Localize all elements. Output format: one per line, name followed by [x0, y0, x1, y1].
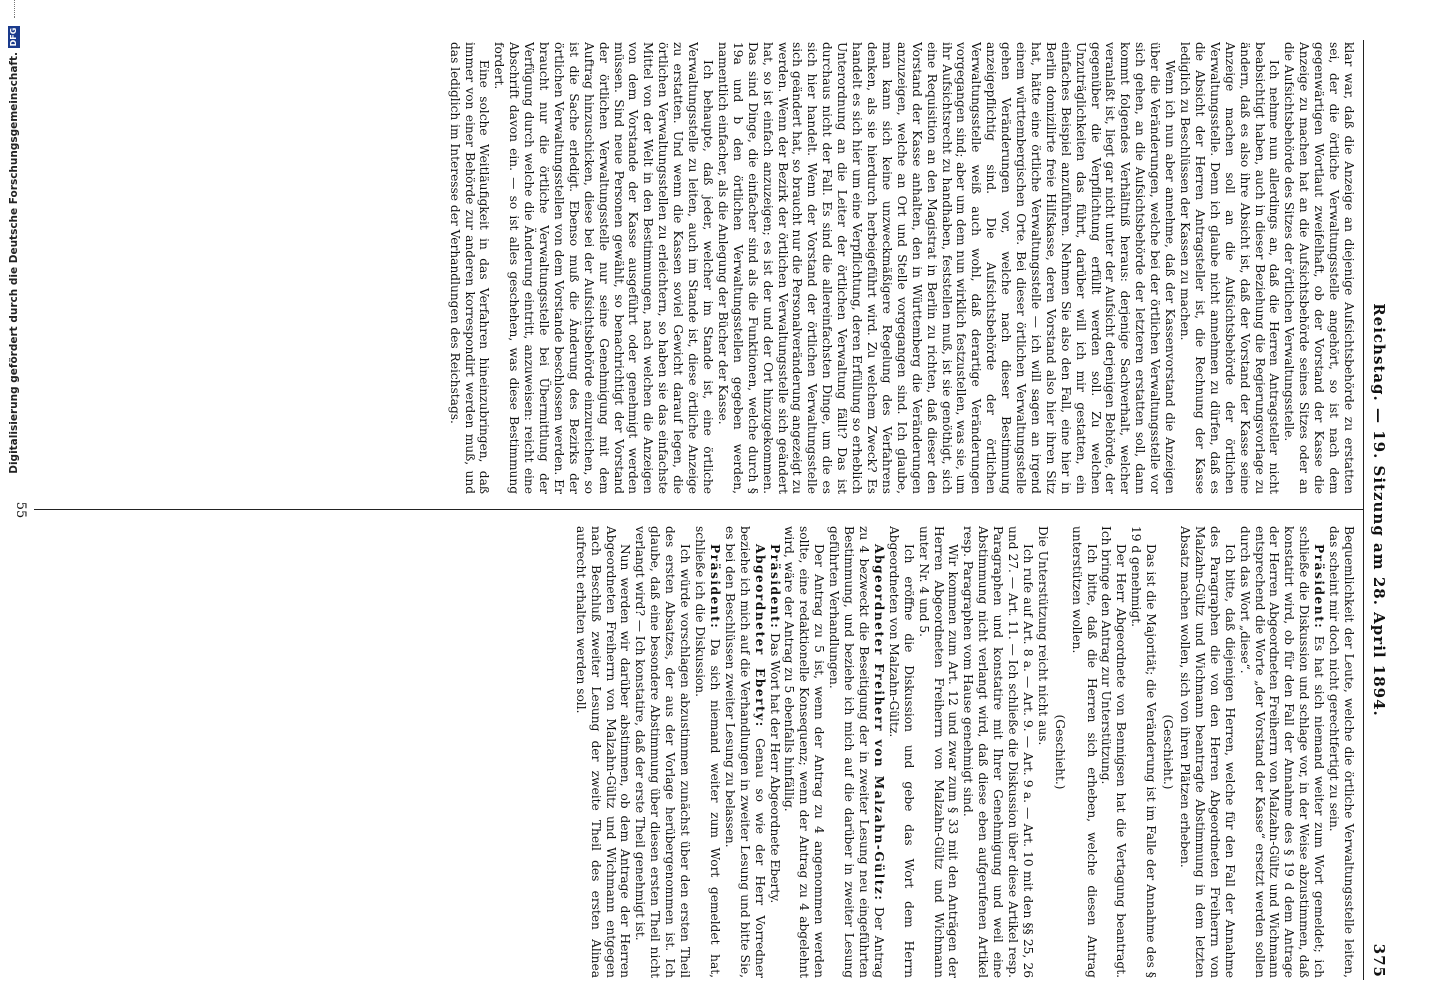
- right-stage-direction: (Geschieht.): [1052, 714, 1067, 790]
- right-paragraph: Ich bitte, daß diejenigen Herren, welche für den Fall der Annahme des Paragraphen die von den Herren Abgeordneten Freiherrn von Malzahn-Gültz und Wichmann beantragte Abstimmung in dem letzten Absatz machen wollen, sich von ihren Plätzen erheben.: [1178, 526, 1237, 978]
- scan-edge-marks: [14, 0, 15, 18]
- speech-text: Es hat sich niemand weiter zum Wort gemeldet; ich schließe die Diskussion und schlage vor, in der Weise abzustimmen, daß konstatirt wird, ob für den Fall der Annahme des § 19 d dem Antrage der Herren Abgeordneten Freiherrn von Malzahn-Gültz und Wichmann entsprechend die Worte „der Vorstand der Kasse“ ersetzt werden sollen durch das Wort „diese“.: [1237, 526, 1327, 978]
- credit-text: Digitalisierung gefördert durch die Deutsche Forschungsgemeinschaft.: [8, 52, 20, 474]
- right-column: [36, 526, 1356, 978]
- speaker-name: Präsident:: [767, 544, 782, 630]
- right-paragraph: Das ist die Majorität; die Veränderung ist im Falle der Annahme des § 19 d genehmigt.: [1129, 526, 1159, 978]
- speech-text: Der Antrag zu 4 bezweckt die Beseitigung der in zweiter Lesung neu eingeführten Bestimmung, und beziehe ich mich auf die darüber in zweiter Lesung geführten Verhandlungen.: [827, 526, 886, 978]
- right-paragraph: Bequemlichkeit der Leute, welche die örtliche Verwaltungsstelle leiten, das scheint mir doch nicht gerechtfertigt zu sein.: [1327, 526, 1356, 978]
- page-header: [1364, 40, 1392, 980]
- right-paragraph: Ich eröffne die Diskussion und gebe das Wort dem Herrn Abgeordneten von Malzahn-Gültz.: [886, 526, 916, 978]
- left-paragraph: Ich nehme nun allerdings an, daß die Herren Antragsteller nicht beabsichtigt haben, auch in dieser Beziehung die Regierungsvorlage zu ändern, daß es also ihre Absicht ist, daß der Vorstand der Kasse seine Anzeige machen soll an die Aufsichtsbehörde der örtlichen Verwaltungsstelle. Denn ich glaube nicht annehmen zu dürfen, daß es die Absicht der Herren Antragsteller ist, die Rechnung der Kasse lediglich zu Beschlüssen der Kassen zu machen.: [1178, 42, 1282, 494]
- left-paragraph: Ich behaupte, daß jeder, welcher im Stande ist, eine örtliche Verwaltungsstelle zu leiten, auch im Stande ist, diese örtliche Anzeige zu erstatten. Und wenn die Kassen soviel Gewicht darauf legen, die örtlichen Verwaltungsstellen zu erleichtern, so haben sie das einfachste Mittel von der Welt in den Bestimmungen, nach welchen die Anzeigen von dem Vorstande der Kasse ausgeführt oder genehmigt werden müssen. Sind neue Personen gewählt, so benachrichtigt der Vorstand der örtlichen Verwaltungsstelle nur seine Genehmigung mit dem Auftrag hinzuschicken, diese bei der Aufsichtsbehörde einzureichen, so ist die Sache erledigt. Ebenso muß die Änderung des Bezirks der örtlichen Verwaltungsstellen von dem Vorstande beschlossen werden. Er braucht nur die örtliche Verwaltungsstelle bei Übermittlung der Verfügung durch welche die Änderung eintritt, anzuweisen: reicht eine Abschrift davon ein. — so ist alles geschehen, was diese Bestimmung fordert.: [492, 42, 716, 494]
- right-stage-direction: (Geschieht.): [1161, 714, 1176, 790]
- right-speech: [767, 526, 782, 978]
- left-paragraph: Wenn ich nun aber annehme, daß der Kassenvorstand die Anzeigen über die Veränderungen, welche bei der örtlichen Verwaltungsstelle vor sich gehen, an die Aufsichtsbehörde der letzteren erstatten soll, dann kommt folgendes Verhältniß heraus: derjenige Sachverhalt, welcher veranlaßt ist, liegt gar nicht unter der Aufsicht derjenigen Behörde, der gegenüber die Verpflichtung erfüllt werden soll. Zu welchen Unzuträglichkeiten das führt, darüber will ich mir gestatten, ein einfaches Beispiel anzuführen. Nehmen Sie also den Fall, eine hier in Berlin domizilirte freie Hilfskasse, deren Vorstand also hier ihren Sitz hat, hätte eine örtliche Verwaltungsstelle — ich will sagen an irgend einem württembergischen Orte. Bei dieser örtlichen Verwaltungsstelle gehen Veränderungen vor, welche nach dieser Bestimmung anzeigepflichtig sind. Die Aufsichtsbehörde der örtlichen Verwaltungsstelle weiß auch wohl, daß derartige Veränderungen vorgegangen sind; aber um dem nun wirklich festzustellen, was sie, um ihr Aufsichtsrecht zu handhaben, feststellen muß, ist sie genöthigt, sich eine Requisition an den Magistrat in Berlin zu richten, daß dieser den Vorstand der Kasse anhalten, den in Württemberg die Veränderungen anzuzeigen, welche an Ort und Stelle vorgegangen sind. Ich glaube, man kann sich keine unzweckmäßigere Regelung des Verfahrens denken, als sie hierdurch herbeigeführt wird. Zu welchem Zweck? Es handelt es sich hier um eine Verpflichtung, deren Erfüllung so erheblich Unterordnung an die Leiter der örtlichen Verwaltung fällt? Das ist durchaus nicht der Fall. Es sind die allereinfachsten Dinge, um die es sich hier handelt. Wenn der Vorstand der örtlichen Verwaltungsstelle sich geändert hat, so braucht nur die Personalveränderung angezeigt zu werden. Wenn der Bezirk der örtlichen Verwaltungsstelle sich geändert hat, so ist einfach anzuzeigen; es ist der und der Ort hinzugekommen. Das sind Dinge, die einfacher sind als die Funktionen, welche durch § 19a und b den örtlichen Verwaltungsstellen gegeben werden, namentlich einfacher, als die Anlegung der Bücher der Kasse.: [715, 42, 1178, 494]
- right-speech: [826, 526, 886, 978]
- speaker-name: Präsident:: [1312, 544, 1327, 630]
- left-paragraph: klar war, daß die Anzeige an diejenige Aufsichtsbehörde zu erstatten sei, der die örtliche Verwaltungsstelle angehört, so ist nach dem gegenwärtigen Wortlaut zweifelhaft, ob der Vorstand der Kasse die Anzeige zu machen hat an die Aufsichtsbehörde seines Sitzes oder an die Aufsichtsbehörde des Sitzes der örtlichen Verwaltungsstelle.: [1282, 42, 1356, 494]
- speaker-name: Abgeordneter Freiherr von Malzahn-Gültz:: [871, 544, 886, 902]
- right-paragraph: Nun werden wir darüber abstimmen, ob dem Antrage der Herren Abgeordneten Freiherrn von Malzahn-Gültz und Wichmann entgegen nach Beschluß zweiter Lesung der zweite Theil des ersten Alinea aufrecht erhalten werden soll.: [573, 526, 633, 978]
- right-speech: [1237, 526, 1326, 978]
- speaker-name: Präsident:: [707, 544, 722, 630]
- digitization-credit: [6, 0, 22, 1000]
- right-paragraph: Wir kommen zum Art. 12 und zwar zum § 33 mit den Anträgen der Herren Abgeordneten Freiherrn von Malzahn-Gültz und Wichmann unter Nr. 4 und 5.: [916, 526, 961, 978]
- right-paragraph: Ich würde vorschlagen abzustimmen zunächst über den ersten Theil des ersten Absatzes, der aus der Vorlage herübergenommen ist. Ich glaube, daß eine besondere Abstimmung über diesen ersten Theil nicht verlangt wird? — Ich konstatire, daß der erste Theil genehmigt ist.: [633, 526, 693, 978]
- left-column: [36, 42, 1356, 494]
- right-speech: [692, 526, 722, 978]
- left-paragraph: Eine solche Weitläufigkeit in das Verfahren hineinzubringen, daß immer von einer Behörde zur anderen korrespondirt werden muß, und das lediglich im Interesse der Verhandlungen des Reichstags.: [447, 42, 492, 494]
- column-divider: [34, 509, 1364, 510]
- running-title: Reichstag. — 19. Sitzung am 28. April 1894.: [1370, 303, 1388, 717]
- right-speech: [722, 526, 767, 978]
- right-paragraph: Der Antrag zu 5 ist, wenn der Antrag zu 4 angenommen werden sollte, eine redaktionelle Konsequenz; wenn der Antrag zu 4 abgelehnt wird, wäre der Antrag zu 5 ebenfalls hinfällig.: [782, 526, 827, 978]
- page-number: 375: [1370, 943, 1388, 978]
- speech-text: Genau so wie der Herr Vorredner beziehe ich mich auf die Verhandlungen in zweiter Lesung und bitte Sie, es bei den Beschlüssen zweiter Lesung zu belassen.: [722, 526, 767, 978]
- sheet-number: 55: [13, 501, 28, 519]
- right-paragraph: Ich bitte, daß die Herren sich erheben, welche diesen Antrag unterstützen wollen.: [1069, 526, 1099, 978]
- speech-text: Das Wort hat der Herr Abgeordnete Eberty.: [767, 633, 782, 904]
- speech-text: Da sich niemand weiter zum Wort gemeldet hat, schließe ich die Diskussion.: [693, 526, 722, 978]
- speaker-name: Abgeordneter Eberty:: [752, 544, 767, 728]
- right-paragraph: Der Herr Abgeordnete von Bennigsen hat die Vertagung beantragt. Ich bringe den Antrag zur Unterstützung.: [1099, 526, 1129, 978]
- header-rule: [1363, 40, 1364, 980]
- dfg-logo-icon: DFG: [9, 27, 18, 47]
- right-paragraph: Die Unterstützung reicht nicht aus.: [1035, 526, 1050, 746]
- right-paragraph: Ich rufe auf Art. 8 a. — Art. 9. — Art. 9 a. — Art. 10 mit den §§ 25, 26 und 27. — Art. 11. — Ich schließe die Diskussion über diese Artikel resp. Paragraphen und konstatire mit Ihrer Genehmigung und weil eine Abstimmung nicht verlangt wird, daß diese eben aufgerufenen Artikel resp. Paragraphen vom Hause genehmigt sind.: [961, 526, 1035, 978]
